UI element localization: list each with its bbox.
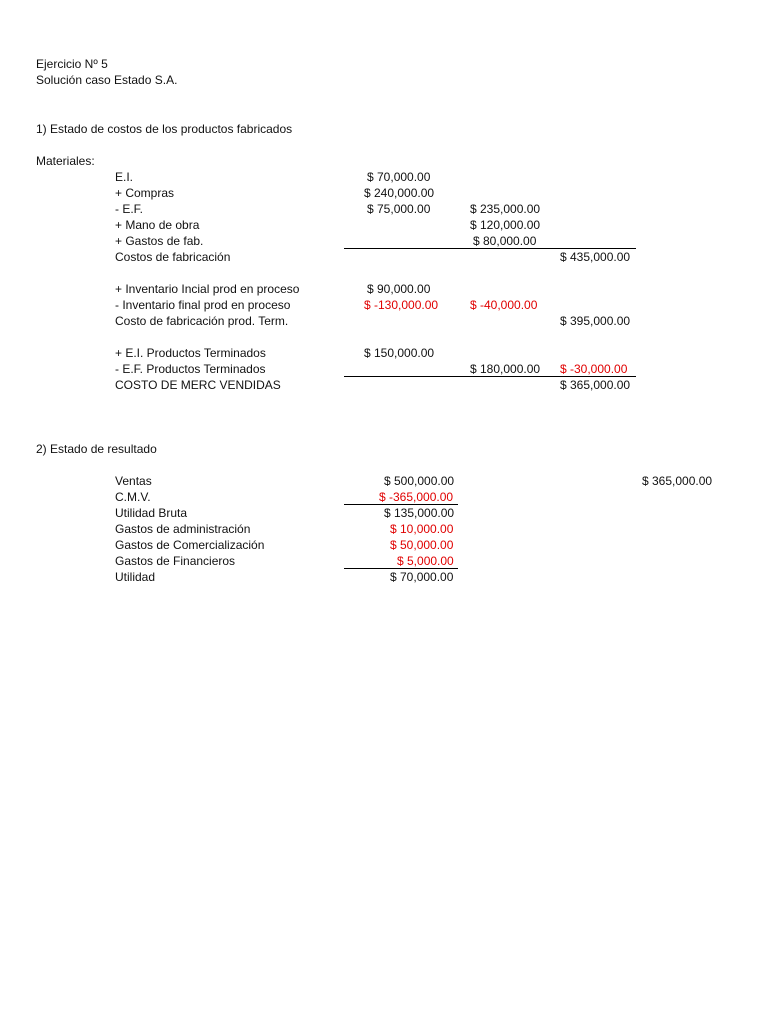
row-label: Utilidad xyxy=(115,570,156,584)
cell-value: $ 500,000.00 xyxy=(384,474,455,488)
section1-heading: 1) Estado de costos de los productos fabricados xyxy=(36,122,293,136)
row-label: - Inventario final prod en proceso xyxy=(115,298,291,312)
side-value: $ 365,000.00 xyxy=(642,474,713,488)
row-label: Costos de fabricación xyxy=(115,250,231,264)
negative-value: $ -30,000.00 xyxy=(560,362,628,376)
row-label: C.M.V. xyxy=(115,490,151,504)
cell-value: $ 395,000.00 xyxy=(560,314,631,328)
cell-value: $ 75,000.00 xyxy=(367,202,431,216)
cell-value: $ 180,000.00 xyxy=(470,362,541,376)
row-label: Costo de fabricación prod. Term. xyxy=(115,314,289,328)
cell-value: $ 90,000.00 xyxy=(367,282,431,296)
solution-subtitle: Solución caso Estado S.A. xyxy=(36,73,178,87)
negative-value: $ 50,000.00 xyxy=(390,538,454,552)
cell-value: $ 365,000.00 xyxy=(560,378,631,392)
row-label: Gastos de Financieros xyxy=(115,554,236,568)
row-label: Utilidad Bruta xyxy=(115,506,188,520)
row-label: - E.F. xyxy=(115,202,144,216)
cell-value: $ 240,000.00 xyxy=(364,186,435,200)
cell-value: $ 120,000.00 xyxy=(470,218,541,232)
row-label: + Gastos de fab. xyxy=(115,234,204,248)
materiales-label: Materiales: xyxy=(36,154,95,168)
cell-value: $ 80,000.00 xyxy=(473,234,537,248)
row-label: + E.I. Productos Terminados xyxy=(115,346,266,360)
negative-value: $ 5,000.00 xyxy=(397,554,454,568)
cell-value: $ 70,000.00 xyxy=(367,170,431,184)
negative-value: $ 10,000.00 xyxy=(390,522,454,536)
cell-value: $ 150,000.00 xyxy=(364,346,435,360)
row-label: Ventas xyxy=(115,474,152,488)
row-label: + Inventario Incial prod en proceso xyxy=(115,282,300,296)
negative-value: $ -130,000.00 xyxy=(364,298,439,312)
negative-value: $ -365,000.00 xyxy=(379,490,454,504)
cell-value: $ 135,000.00 xyxy=(384,506,455,520)
row-label: COSTO DE MERC VENDIDAS xyxy=(115,378,281,392)
section2-heading: 2) Estado de resultado xyxy=(36,442,157,456)
cell-value: $ 435,000.00 xyxy=(560,250,631,264)
negative-value: $ -40,000.00 xyxy=(470,298,538,312)
row-label: Gastos de Comercialización xyxy=(115,538,265,552)
row-label: E.I. xyxy=(115,170,134,184)
cell-value: $ 235,000.00 xyxy=(470,202,541,216)
exercise-title: Ejercicio Nº 5 xyxy=(36,57,108,71)
row-label: - E.F. Productos Terminados xyxy=(115,362,266,376)
row-label: Gastos de administración xyxy=(115,522,251,536)
row-label: + Compras xyxy=(115,186,175,200)
row-label: + Mano de obra xyxy=(115,218,200,232)
cell-value: $ 70,000.00 xyxy=(390,570,454,584)
